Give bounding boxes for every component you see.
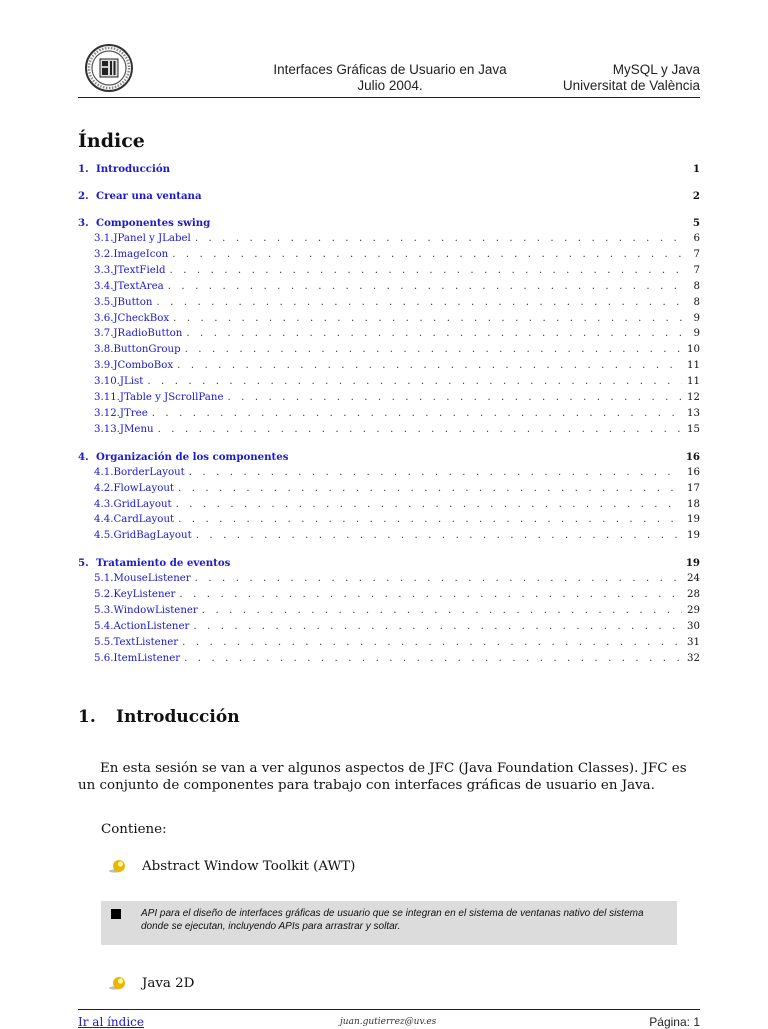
footer-page-number: Página: 1 bbox=[649, 1015, 700, 1029]
toc-entry-label: Componentes swing bbox=[96, 217, 211, 229]
yellow-ball-bullet-icon bbox=[109, 975, 127, 989]
toc-leader-dots bbox=[178, 514, 682, 525]
toc-page-number: 7 bbox=[693, 248, 700, 260]
section-heading bbox=[78, 707, 240, 727]
toc-page-number: 29 bbox=[687, 605, 700, 616]
toc-leader-dots bbox=[170, 265, 682, 276]
toc-entry-label: Organización de los componentes bbox=[96, 450, 289, 463]
toc-entry-number: 5.3. bbox=[94, 605, 114, 616]
toc-entry-label: JButton bbox=[113, 296, 153, 308]
toc-subsection-entry[interactable] bbox=[78, 376, 700, 390]
toc-entry-label: ButtonGroup bbox=[113, 344, 181, 356]
toc-leader-dots bbox=[185, 344, 682, 355]
toc-entry-number: 3.6. bbox=[94, 312, 114, 324]
toc-page-number: 11 bbox=[687, 360, 700, 372]
toc-entry-number: 1. bbox=[78, 163, 89, 175]
toc-section-entry[interactable] bbox=[78, 451, 700, 465]
toc-page-number: 13 bbox=[687, 407, 700, 419]
toc-subsection-entry[interactable] bbox=[78, 530, 700, 544]
header-topic: MySQL y Java bbox=[612, 62, 700, 77]
toc-subsection-entry[interactable] bbox=[78, 589, 700, 603]
toc-subsection-entry[interactable] bbox=[78, 408, 700, 422]
toc-entry-label: GridLayout bbox=[113, 498, 172, 510]
toc-page-number: 19 bbox=[687, 530, 700, 542]
toc-subsection-entry[interactable] bbox=[78, 483, 700, 497]
toc-leader-dots bbox=[173, 313, 682, 324]
toc-leader-dots bbox=[189, 467, 682, 478]
toc-entry-label: FlowLayout bbox=[113, 482, 175, 494]
toc-subsection-entry[interactable] bbox=[78, 249, 700, 263]
toc-page-number: 15 bbox=[687, 423, 700, 435]
toc-subsection-entry[interactable] bbox=[78, 621, 700, 635]
toc-subsection-entry[interactable] bbox=[78, 313, 700, 327]
toc-subsection-entry[interactable] bbox=[78, 467, 700, 481]
toc-leader-dots bbox=[168, 281, 682, 292]
toc-entry-label: ActionListener bbox=[113, 620, 190, 632]
footer-email: juan.gutierrez@uv.es bbox=[340, 1017, 437, 1027]
toc-entry-label: Introducción bbox=[96, 163, 171, 175]
toc-leader-dots bbox=[196, 530, 682, 541]
toc-entry-label: JTextArea bbox=[113, 280, 164, 292]
note-box bbox=[101, 901, 677, 945]
toc-entry-number: 3.1. bbox=[94, 233, 114, 244]
toc-subsection-entry[interactable] bbox=[78, 281, 700, 295]
toc-subsection-entry[interactable] bbox=[78, 605, 700, 619]
toc-page-number: 28 bbox=[687, 589, 700, 601]
toc-entry-label: KeyListener bbox=[113, 589, 176, 601]
header-course-info bbox=[240, 62, 540, 94]
toc-section-entry[interactable] bbox=[78, 190, 700, 204]
table-of-contents bbox=[78, 163, 700, 673]
toc-subsection-entry[interactable] bbox=[78, 637, 700, 651]
toc-entry-number: 2. bbox=[78, 190, 89, 202]
toc-page-number: 10 bbox=[687, 344, 700, 356]
toc-entry-label: Crear una ventana bbox=[96, 190, 202, 202]
toc-subsection-entry[interactable] bbox=[78, 499, 700, 513]
toc-page-number: 30 bbox=[687, 620, 700, 632]
toc-entry-number: 5.1. bbox=[94, 573, 114, 585]
toc-subsection-entry[interactable] bbox=[78, 344, 700, 358]
toc-page-number: 9 bbox=[693, 328, 700, 340]
toc-page-number: 7 bbox=[693, 264, 700, 276]
toc-entry-label: JMenu bbox=[119, 423, 154, 435]
toc-page-number: 32 bbox=[687, 652, 700, 664]
toc-entry-number: 4. bbox=[78, 450, 89, 463]
note-text: API para el diseño de interfaces gráficas de usuario que se integran en el sistema de ventanas nativo del sistema donde se ejecutan, incluyendo APIs para arrastrar y soltar. bbox=[141, 908, 644, 932]
toc-leader-dots bbox=[195, 233, 682, 244]
toc-leader-dots bbox=[177, 360, 682, 371]
yellow-ball-bullet-icon bbox=[109, 858, 127, 872]
toc-entry-number: 5.5. bbox=[94, 636, 114, 648]
toc-entry-number: 4.3. bbox=[94, 498, 114, 510]
toc-entry-label: JPanel y JLabel bbox=[113, 233, 191, 244]
toc-entry-number: 5.4. bbox=[94, 620, 114, 632]
toc-entry-number: 5.2. bbox=[94, 589, 114, 601]
toc-entry-label: TextListener bbox=[113, 636, 179, 648]
toc-entry-label: BorderLayout bbox=[113, 466, 185, 478]
toc-page-number: 16 bbox=[685, 450, 700, 463]
toc-subsection-entry[interactable] bbox=[78, 360, 700, 374]
toc-entry-label: JTextField bbox=[113, 264, 166, 276]
toc-entry-label: MouseListener bbox=[113, 573, 191, 585]
toc-entry-number: 4.1. bbox=[94, 466, 114, 478]
header-divider bbox=[78, 97, 700, 98]
toc-entry-label: WindowListener bbox=[113, 605, 198, 616]
toc-page-number: 2 bbox=[692, 190, 700, 202]
toc-entry-number: 5. bbox=[78, 557, 89, 570]
toc-leader-dots bbox=[184, 653, 682, 664]
toc-entry-label: ItemListener bbox=[113, 652, 181, 664]
toc-leader-dots bbox=[195, 573, 682, 584]
toc-leader-dots bbox=[156, 297, 682, 308]
toc-entry-label: JRadioButton bbox=[113, 328, 183, 340]
toc-subsection-entry[interactable] bbox=[78, 573, 700, 587]
toc-leader-dots bbox=[172, 249, 682, 260]
toc-entry-number: 5.6. bbox=[94, 652, 114, 664]
toc-section-entry[interactable] bbox=[78, 163, 700, 177]
toc-page-number: 31 bbox=[687, 636, 700, 648]
section-title: Introducción bbox=[116, 707, 240, 727]
toc-subsection-entry[interactable] bbox=[78, 233, 700, 247]
toc-subsection-entry[interactable] bbox=[78, 265, 700, 279]
toc-entry-number: 3.4. bbox=[94, 280, 114, 292]
black-square-icon bbox=[111, 909, 121, 919]
toc-entry-number: 3.10. bbox=[94, 376, 120, 388]
toc-leader-dots bbox=[182, 637, 682, 648]
bullet-awt: Abstract Window Toolkit (AWT) bbox=[142, 859, 356, 874]
toc-entry-label: JList bbox=[119, 376, 144, 388]
toc-section-entry[interactable] bbox=[78, 217, 700, 231]
toc-entry-number: 3.11. bbox=[94, 392, 120, 403]
toc-entry-number: 4.4. bbox=[94, 514, 114, 526]
toc-leader-dots bbox=[176, 499, 682, 510]
toc-leader-dots bbox=[186, 328, 682, 339]
toc-subsection-entry[interactable] bbox=[78, 297, 700, 311]
toc-entry-label: CardLayout bbox=[113, 514, 175, 526]
toc-leader-dots bbox=[202, 605, 682, 616]
toc-leader-dots bbox=[227, 392, 682, 403]
section-number: 1. bbox=[78, 707, 96, 727]
go-to-index-link[interactable]: Ir al índice bbox=[78, 1015, 145, 1029]
toc-entry-number: 3.3. bbox=[94, 264, 114, 276]
toc-leader-dots bbox=[147, 376, 682, 387]
header-course-title: Interfaces Gráficas de Usuario en Java bbox=[273, 62, 507, 77]
toc-page-number: 18 bbox=[687, 498, 700, 510]
toc-entry-number: 3.5. bbox=[94, 296, 114, 308]
toc-page-number: 24 bbox=[687, 573, 700, 585]
toc-leader-dots bbox=[179, 589, 682, 600]
toc-page-number: 8 bbox=[693, 280, 700, 292]
toc-subsection-entry[interactable] bbox=[78, 328, 700, 342]
toc-title: Índice bbox=[78, 130, 145, 152]
toc-page-number: 19 bbox=[685, 557, 700, 570]
toc-section-entry[interactable] bbox=[78, 557, 700, 571]
toc-entry-label: Tratamiento de eventos bbox=[96, 557, 231, 570]
toc-page-number: 19 bbox=[687, 514, 700, 526]
toc-entry-label: GridBagLayout bbox=[113, 530, 192, 542]
toc-subsection-entry[interactable] bbox=[78, 653, 700, 667]
toc-entry-number: 4.5. bbox=[94, 530, 114, 542]
toc-leader-dots bbox=[193, 621, 682, 632]
toc-subsection-entry[interactable] bbox=[78, 514, 700, 528]
toc-entry-number: 3.13. bbox=[94, 423, 120, 435]
toc-entry-number: 3.7. bbox=[94, 328, 114, 340]
toc-page-number: 1 bbox=[692, 163, 700, 175]
toc-entry-label: JComboBox bbox=[113, 360, 174, 372]
intro-paragraph: En esta sesión se van a ver algunos aspectos de JFC (Java Foundation Classes). JFC es un conjunto de componentes para trabajo con interfaces gráficas de usuario en Java. bbox=[78, 761, 687, 793]
footer-divider bbox=[78, 1009, 700, 1010]
toc-entry-label: JTree bbox=[119, 407, 148, 419]
toc-entry-number: 3.9. bbox=[94, 360, 114, 372]
toc-entry-number: 3.8. bbox=[94, 344, 114, 356]
university-seal-icon bbox=[78, 43, 140, 93]
bullet-java2d: Java 2D bbox=[142, 976, 195, 991]
toc-entry-label: JCheckBox bbox=[113, 312, 170, 324]
toc-leader-dots bbox=[178, 483, 682, 494]
toc-page-number: 5 bbox=[692, 217, 700, 229]
contains-label: Contiene: bbox=[101, 822, 167, 837]
toc-page-number: 11 bbox=[687, 376, 700, 388]
toc-page-number: 8 bbox=[693, 296, 700, 308]
toc-page-number: 12 bbox=[687, 392, 700, 403]
toc-subsection-entry[interactable] bbox=[78, 424, 700, 438]
toc-entry-label: JTable y JScrollPane bbox=[119, 392, 224, 403]
toc-subsection-entry[interactable] bbox=[78, 392, 700, 406]
header-university: Universitat de València bbox=[562, 78, 700, 93]
toc-entry-number: 3.2. bbox=[94, 248, 114, 260]
toc-page-number: 9 bbox=[693, 312, 700, 324]
toc-page-number: 17 bbox=[687, 482, 700, 494]
header-date: Julio 2004. bbox=[357, 78, 423, 93]
toc-entry-number: 3.12. bbox=[94, 407, 120, 419]
header-institution bbox=[540, 62, 700, 94]
toc-leader-dots bbox=[158, 424, 682, 435]
toc-leader-dots bbox=[152, 408, 682, 419]
toc-entry-number: 4.2. bbox=[94, 482, 114, 494]
toc-entry-label: ImageIcon bbox=[113, 248, 169, 260]
toc-page-number: 6 bbox=[693, 233, 700, 244]
toc-page-number: 16 bbox=[687, 466, 700, 478]
toc-entry-number: 3. bbox=[78, 217, 89, 229]
